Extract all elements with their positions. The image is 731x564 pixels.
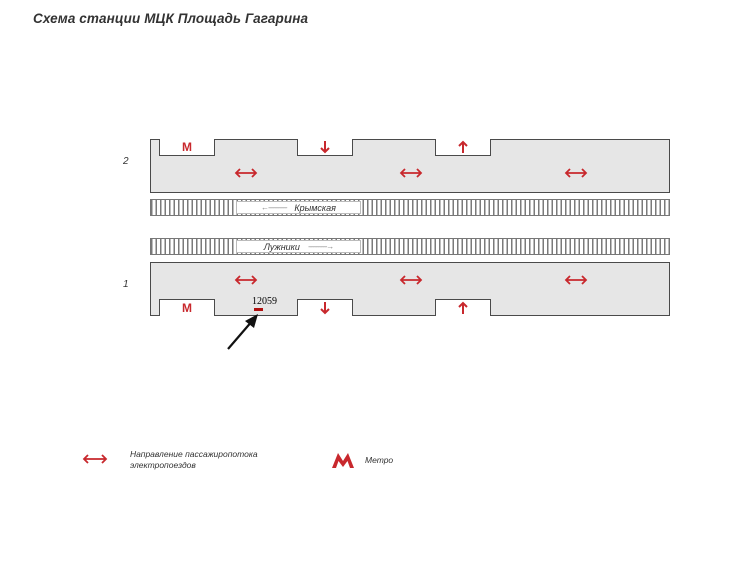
track-krymskaya	[150, 199, 670, 216]
platform-1-number: 1	[123, 279, 129, 290]
flow-direction	[233, 167, 259, 179]
platform-1	[150, 262, 670, 316]
annotation-number: 12059	[252, 296, 277, 307]
direction-right-icon: -----------→	[307, 242, 334, 251]
annotation-marker	[254, 308, 263, 311]
metro-icon: М	[182, 301, 192, 315]
double-arrow-icon	[564, 168, 588, 178]
direction-left-icon: ←-----------	[261, 203, 287, 212]
flow-direction	[563, 167, 589, 179]
arrow-down-icon	[319, 140, 331, 154]
platform-2	[150, 139, 670, 193]
diagram-title: Схема станции МЦК Площадь Гагарина	[33, 11, 309, 26]
flow-direction	[398, 274, 424, 286]
flow-direction	[398, 167, 424, 179]
legend-metro	[331, 451, 393, 469]
track-label	[236, 240, 361, 253]
double-arrow-icon	[234, 275, 258, 285]
exit-down	[297, 139, 353, 156]
platform-2-number: 2	[123, 156, 129, 167]
arrow-up-icon	[457, 140, 469, 154]
double-arrow-icon	[82, 453, 108, 465]
exit-up	[435, 139, 491, 156]
legend-flow	[82, 449, 258, 471]
pointer-arrow-icon	[225, 312, 261, 352]
track-label-text: Крымская	[294, 202, 336, 213]
double-arrow-icon	[399, 168, 423, 178]
flow-direction	[563, 274, 589, 286]
track-label-text: Лужники	[263, 241, 300, 252]
exit-up	[435, 299, 491, 316]
double-arrow-icon	[564, 275, 588, 285]
arrow-up-icon	[457, 301, 469, 315]
metro-icon	[331, 451, 355, 469]
flow-direction	[233, 274, 259, 286]
track-luzhniki	[150, 238, 670, 255]
track-label	[236, 201, 361, 214]
metro-exit	[159, 139, 215, 156]
arrow-down-icon	[319, 301, 331, 315]
metro-exit	[159, 299, 215, 316]
double-arrow-icon	[399, 275, 423, 285]
legend-flow-line1: Направление пассажиропотока	[130, 449, 258, 459]
metro-icon: М	[182, 140, 192, 154]
exit-down	[297, 299, 353, 316]
legend-metro-text: Метро	[365, 455, 394, 465]
double-arrow-icon	[234, 168, 258, 178]
legend-flow-line2: электропоездов	[130, 460, 196, 470]
